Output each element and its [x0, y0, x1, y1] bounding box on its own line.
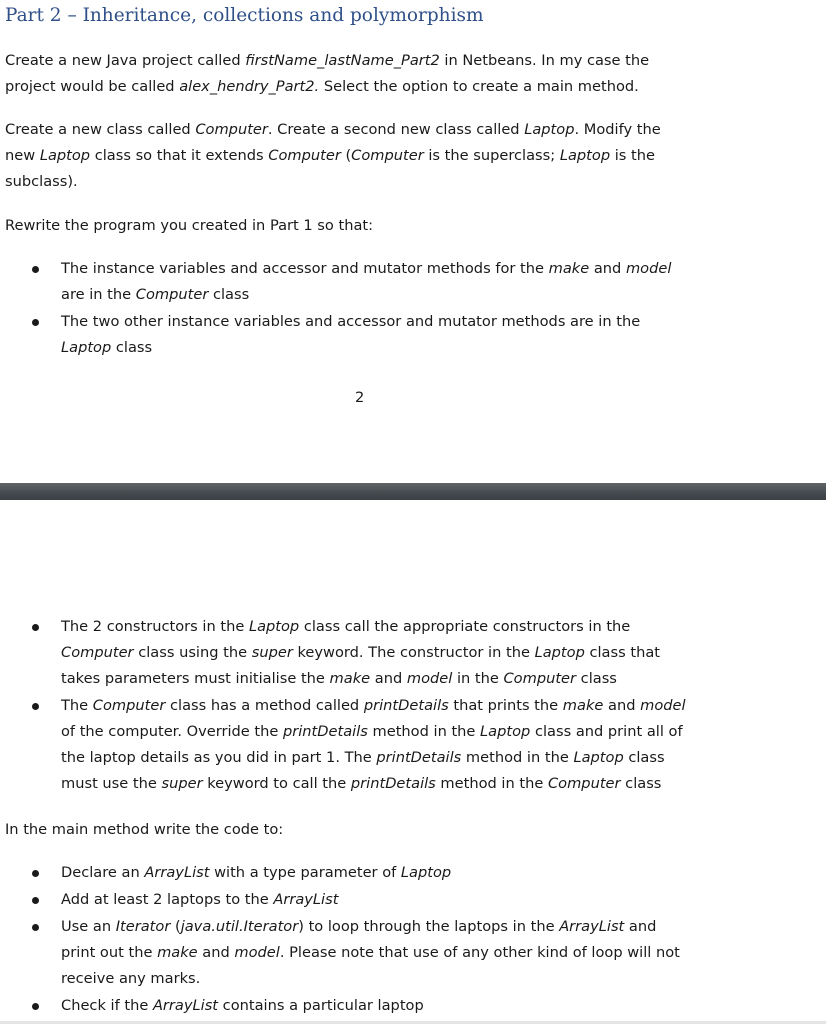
section-heading: Part 2 – Inheritance, collections and polymorphism — [5, 5, 484, 26]
page-break-divider — [0, 483, 826, 500]
page-number: 2 — [355, 389, 365, 406]
list-item: The Computer class has a method called printDetails that prints the make and model of the computer. Override the printDetails method in the Laptop class and print all of the laptop details as you did in part 1. The printDetails method in the Laptop class must use the super keyword to call the printDetails method in the Computer class — [0, 693, 826, 797]
requirements-list-3 — [0, 860, 826, 1019]
list-item: The instance variables and accessor and mutator methods for the make and model are in the Computer class — [0, 256, 826, 308]
list-item: Declare an ArrayList with a type parameter of Laptop — [0, 860, 826, 886]
paragraph-create-project: Create a new Java project called firstName_lastName_Part2 in Netbeans. In my case the project would be called alex_hendry_Part2. Select the option to create a main method. — [5, 52, 650, 95]
list-item: The two other instance variables and accessor and mutator methods are in the Laptop class — [0, 309, 826, 361]
paragraph-rewrite: Rewrite the program you created in Part 1 so that: — [5, 217, 374, 234]
list-item: Add at least 2 laptops to the ArrayList — [0, 887, 826, 913]
requirements-list-1 — [0, 256, 826, 361]
list-item: Check if the ArrayList contains a particular laptop — [0, 993, 826, 1019]
list-item: The 2 constructors in the Laptop class call the appropriate constructors in the Computer class using the super keyword. The constructor in the Laptop class that takes parameters must initialise the make and model in the Computer class — [0, 614, 826, 692]
list-item: Use an Iterator (java.util.Iterator) to loop through the laptops in the ArrayList and print out the make and model. Please note that use of any other kind of loop will not receive any marks. — [0, 914, 826, 992]
requirements-list-2 — [0, 614, 826, 797]
paragraph-create-classes: Create a new class called Computer. Create a second new class called Laptop. Modify the new Laptop class so that it extends Computer (Computer is the superclass; Laptop is the subclass). — [5, 121, 661, 190]
paragraph-main-method: In the main method write the code to: — [5, 821, 284, 838]
